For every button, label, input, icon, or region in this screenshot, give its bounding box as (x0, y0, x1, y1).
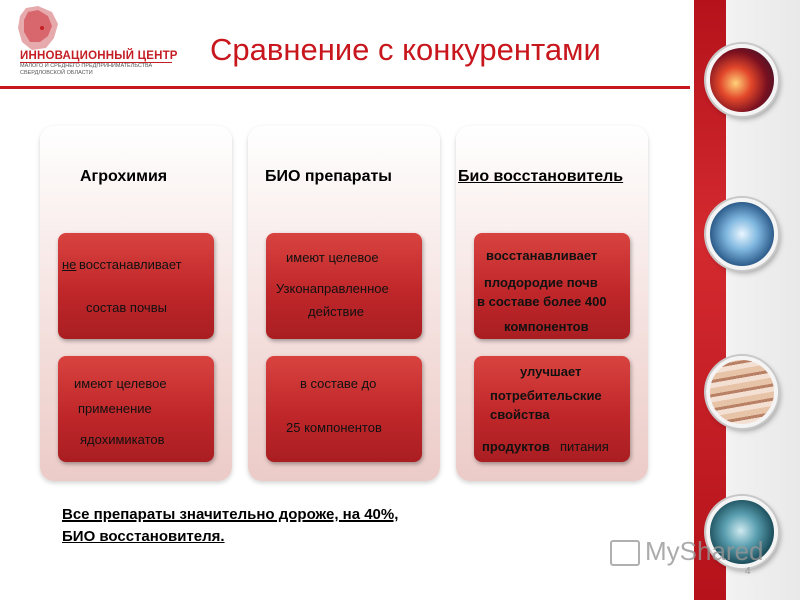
price-note-line: Все препараты значительно дороже, на 40%, (62, 506, 399, 523)
card-bio-targeted (266, 233, 422, 339)
card-agro-soil (58, 233, 214, 339)
card-text: плодородие почв (484, 275, 598, 290)
watermark-text: MyShared (645, 536, 764, 566)
card-text: в составе более 400 (477, 294, 607, 309)
column-heading-bio-preparations: БИО препараты (265, 168, 392, 185)
logo-map-icon (18, 6, 60, 50)
page-title: Сравнение с конкурентами (210, 32, 601, 67)
microbe-image (706, 198, 778, 270)
card-text: в составе до (300, 376, 377, 391)
logo-name: ИННОВАЦИОННЫЙ ЦЕНТР (20, 50, 178, 62)
card-text: улучшает (520, 364, 582, 379)
page-number: 4 (745, 566, 751, 577)
price-note (62, 504, 398, 548)
column-heading-agrochemistry: Агрохимия (80, 168, 168, 185)
card-text: не (62, 257, 77, 272)
column-heading-bio-restorer: Био восстановитель (458, 168, 624, 185)
card-agro-pesticides (58, 356, 214, 462)
soil-layers-image (706, 356, 778, 428)
card-restorer-fertility (474, 233, 630, 339)
card-text: применение (78, 401, 152, 416)
watermark-icon (610, 540, 640, 566)
card-text: 25 компонентов (286, 420, 382, 435)
card-text: состав почвы (86, 300, 167, 315)
card-text: потребительские (490, 388, 602, 403)
card-bio-components (266, 356, 422, 462)
card-text: ядохимикатов (80, 432, 165, 447)
card-text: имеют целевое (286, 250, 379, 265)
card-text: имеют целевое (74, 376, 167, 391)
card-text: действие (308, 304, 364, 319)
card-text: свойства (490, 407, 550, 422)
light-streaks-image (706, 44, 778, 116)
logo-subtitle: МАЛОГО И СРЕДНЕГО ПРЕДПРИНИМАТЕЛЬСТВА СВЕРДЛОВСКОЙ ОБЛАСТИ (20, 63, 153, 76)
card-text: продуктов (482, 439, 550, 454)
header-divider (0, 86, 712, 89)
card-restorer-quality (474, 356, 630, 462)
price-note-line: БИО восстановителя. (62, 528, 225, 545)
card-text: компонентов (504, 319, 589, 334)
card-text: восстанавливает (486, 248, 598, 263)
card-text: питания (560, 439, 609, 454)
card-text: восстанавливает (79, 257, 182, 272)
card-text: Узконаправленное (276, 281, 389, 296)
